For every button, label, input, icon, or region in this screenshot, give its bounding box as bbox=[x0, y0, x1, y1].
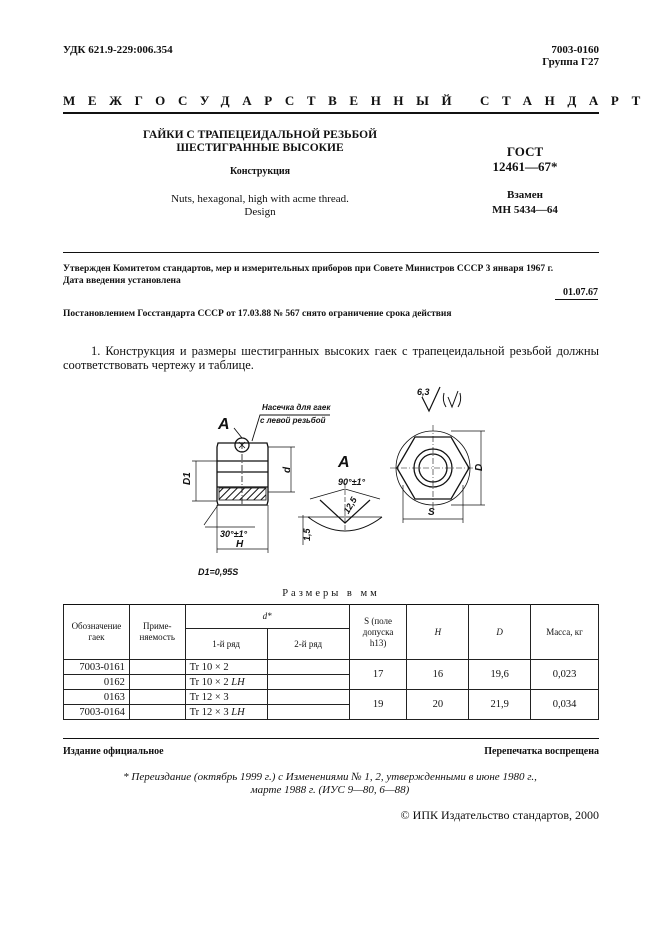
title-en2: Design bbox=[244, 206, 276, 218]
title-sub: Конструкция bbox=[229, 166, 291, 177]
cell-designation: 7003-0164 bbox=[64, 705, 130, 720]
table-row bbox=[64, 690, 599, 705]
cell-row1: Tr 12 × 3 bbox=[185, 690, 267, 705]
cell-row2 bbox=[267, 675, 349, 690]
cell-mass: 0,023 bbox=[531, 660, 599, 690]
cell-row2 bbox=[267, 660, 349, 675]
table-caption: Размеры в мм bbox=[282, 588, 380, 599]
th-row2: 2-й ряд bbox=[267, 629, 349, 660]
approval-text: Утвержден Комитетом стандартов, мер и измерительных приборов при Совете Министров СССР 3 января 1967 г. bbox=[63, 264, 554, 274]
dim-12-5: 12,5 bbox=[341, 495, 359, 516]
th-row1: 1-й ряд bbox=[185, 629, 267, 660]
label-a: А bbox=[218, 416, 230, 433]
title-line1: ГАЙКИ С ТРАПЕЦЕИДАЛЬНОЙ РЕЗЬБОЙ bbox=[142, 129, 378, 141]
cell-designation: 0162 bbox=[64, 675, 130, 690]
note-line1: Насечка для гаек bbox=[262, 403, 331, 412]
cell-s: 17 bbox=[349, 660, 407, 690]
cell-s: 19 bbox=[349, 690, 407, 720]
gost-number: 12461—67* bbox=[492, 159, 558, 174]
cell-applicability bbox=[129, 660, 185, 675]
dim-d1: D1 bbox=[182, 472, 193, 485]
footer-rule bbox=[63, 738, 599, 739]
udk-code: УДК 621.9-229:006.354 bbox=[63, 44, 173, 56]
cell-D: 19,6 bbox=[469, 660, 531, 690]
cell-row2 bbox=[267, 690, 349, 705]
doc-group: Группа Г27 bbox=[542, 56, 599, 68]
replace-label: Взамен bbox=[507, 189, 543, 201]
doc-code: 7003-0160 bbox=[551, 44, 599, 56]
date-label: Дата введения установлена bbox=[63, 276, 181, 286]
dimensions-table bbox=[63, 604, 599, 720]
cell-applicability bbox=[129, 690, 185, 705]
reprint-prohibited: Перепечатка воспрещена bbox=[484, 746, 599, 757]
dim-1-5: 1,5 bbox=[302, 528, 312, 541]
roughness-value: 6,3 bbox=[417, 387, 430, 397]
cell-mass: 0,034 bbox=[531, 690, 599, 720]
dim-h: H bbox=[236, 539, 244, 550]
banner-rule bbox=[63, 112, 599, 114]
nut-drawing bbox=[170, 385, 510, 580]
cell-row1: Tr 10 × 2 LH bbox=[185, 675, 267, 690]
decree-text: Постановлением Госстандарта СССР от 17.03.88 № 567 снято ограничение срока действия bbox=[63, 309, 452, 319]
cell-h: 20 bbox=[407, 690, 469, 720]
banner-title: МЕЖГОСУДАРСТВЕННЫЙ СТАНДАРТ bbox=[63, 93, 653, 108]
note-line2: с левой резьбой bbox=[260, 416, 326, 425]
th-h: H bbox=[407, 605, 469, 660]
title-rule bbox=[63, 252, 599, 253]
dim-D: D bbox=[474, 463, 485, 471]
date-underline bbox=[555, 299, 598, 300]
cell-designation: 7003-0161 bbox=[64, 660, 130, 675]
table-row bbox=[64, 660, 599, 675]
th-designation: Обозначение гаек bbox=[64, 605, 130, 660]
gost-label: ГОСТ bbox=[506, 144, 544, 159]
cell-designation: 0163 bbox=[64, 690, 130, 705]
cell-row2 bbox=[267, 705, 349, 720]
th-D: D bbox=[469, 605, 531, 660]
angle-90: 90°±1° bbox=[338, 477, 366, 487]
official-edition: Издание официальное bbox=[63, 746, 164, 757]
title-line2: ШЕСТИГРАННЫЕ ВЫСОКИЕ bbox=[176, 142, 344, 154]
copyright: © ИПК Издательство стандартов, 2000 bbox=[400, 808, 599, 822]
replace-value: МН 5434—64 bbox=[492, 204, 558, 216]
dim-d: d bbox=[282, 466, 293, 473]
cell-row1: Tr 10 × 2 bbox=[185, 660, 267, 675]
cell-applicability bbox=[129, 675, 185, 690]
formula-d1: D1=0,95S bbox=[198, 567, 239, 577]
dim-s: S bbox=[428, 507, 435, 518]
th-s: S (поле допуска h13) bbox=[349, 605, 407, 660]
date-value: 01.07.67 bbox=[563, 287, 598, 298]
body-paragraph: 1. Конструкция и размеры шестигранных высоких гаек с трапецеидальной резьбой должны соответствовать чертежу и таблице. bbox=[63, 344, 599, 372]
cell-applicability bbox=[129, 705, 185, 720]
cell-D: 21,9 bbox=[469, 690, 531, 720]
label-a-detail: А bbox=[338, 454, 350, 471]
cell-row1: Tr 12 × 3 LH bbox=[185, 705, 267, 720]
th-mass: Масса, кг bbox=[531, 605, 599, 660]
th-applicability: Приме-няемость bbox=[129, 605, 185, 660]
title-en1: Nuts, hexagonal, high with acme thread. bbox=[171, 193, 349, 205]
cell-h: 16 bbox=[407, 660, 469, 690]
footnote-line2: марте 1988 г. (ИУС 9—80, 6—88) bbox=[250, 784, 410, 796]
footnote-line1: * Переиздание (октябрь 1999 г.) с Изменениями № 1, 2, утвержденными в июне 1980 г., bbox=[123, 771, 537, 783]
th-d: d* bbox=[185, 605, 349, 629]
angle-30: 30°±1° bbox=[220, 529, 248, 539]
